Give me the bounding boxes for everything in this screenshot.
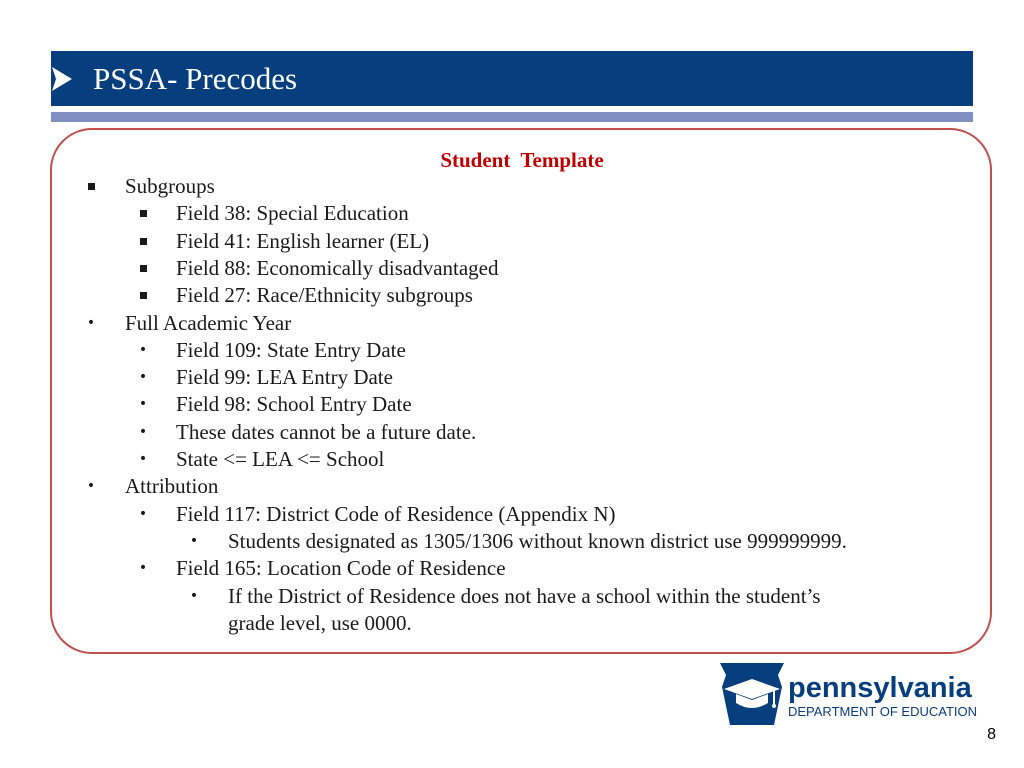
dot-bullet-icon: • — [189, 588, 199, 604]
list-item: grade level, use 0000. — [228, 611, 412, 635]
list-item: Subgroups — [125, 174, 215, 198]
list-item: Field 99: LEA Entry Date — [176, 365, 393, 389]
dot-bullet-icon: • — [189, 533, 199, 549]
list-item: These dates cannot be a future date. — [176, 420, 477, 444]
list-item: Field 38: Special Education — [176, 201, 409, 225]
list-item: If the District of Residence does not have a school within the student’s — [228, 584, 821, 608]
title-underline-stripe — [51, 112, 973, 122]
logo-subtitle: DEPARTMENT OF EDUCATION — [788, 704, 977, 719]
dot-bullet-icon: • — [138, 506, 148, 522]
list-item: Field 117: District Code of Residence (Appendix N) — [176, 502, 616, 526]
chevron-right-icon — [52, 67, 72, 91]
logo-wordmark: pennsylvania — [788, 672, 972, 704]
list-item: Field 27: Race/Ethnicity subgroups — [176, 283, 473, 307]
dot-bullet-icon: • — [138, 560, 148, 576]
list-item: State <= LEA <= School — [176, 447, 385, 471]
square-bullet-icon — [133, 200, 153, 227]
dot-bullet-icon: • — [138, 342, 148, 358]
dot-bullet-icon: • — [86, 315, 96, 331]
page-number: 8 — [987, 726, 996, 743]
square-bullet-icon — [133, 282, 153, 309]
list-item: Field 98: School Entry Date — [176, 392, 412, 416]
list-item: Field 109: State Entry Date — [176, 338, 406, 362]
dot-bullet-icon: • — [86, 478, 96, 494]
list-item: Students designated as 1305/1306 without known district use 999999999. — [228, 529, 847, 553]
list-item: Field 88: Economically disadvantaged — [176, 256, 499, 280]
list-item: Field 41: English learner (EL) — [176, 229, 430, 253]
box-heading: Student Template — [440, 148, 604, 172]
slide-title: PSSA- Precodes — [93, 61, 298, 96]
dot-bullet-icon: • — [138, 369, 148, 385]
square-bullet-icon — [133, 255, 153, 282]
square-bullet-icon — [133, 228, 153, 255]
dot-bullet-icon: • — [138, 451, 148, 467]
list-item: Full Academic Year — [125, 311, 292, 335]
list-item: Attribution — [125, 474, 219, 498]
dot-bullet-icon: • — [138, 424, 148, 440]
dot-bullet-icon: • — [138, 396, 148, 412]
list-item: Field 165: Location Code of Residence — [176, 556, 506, 580]
keystone-graduation-cap-icon — [716, 661, 788, 727]
square-bullet-icon — [81, 173, 101, 200]
